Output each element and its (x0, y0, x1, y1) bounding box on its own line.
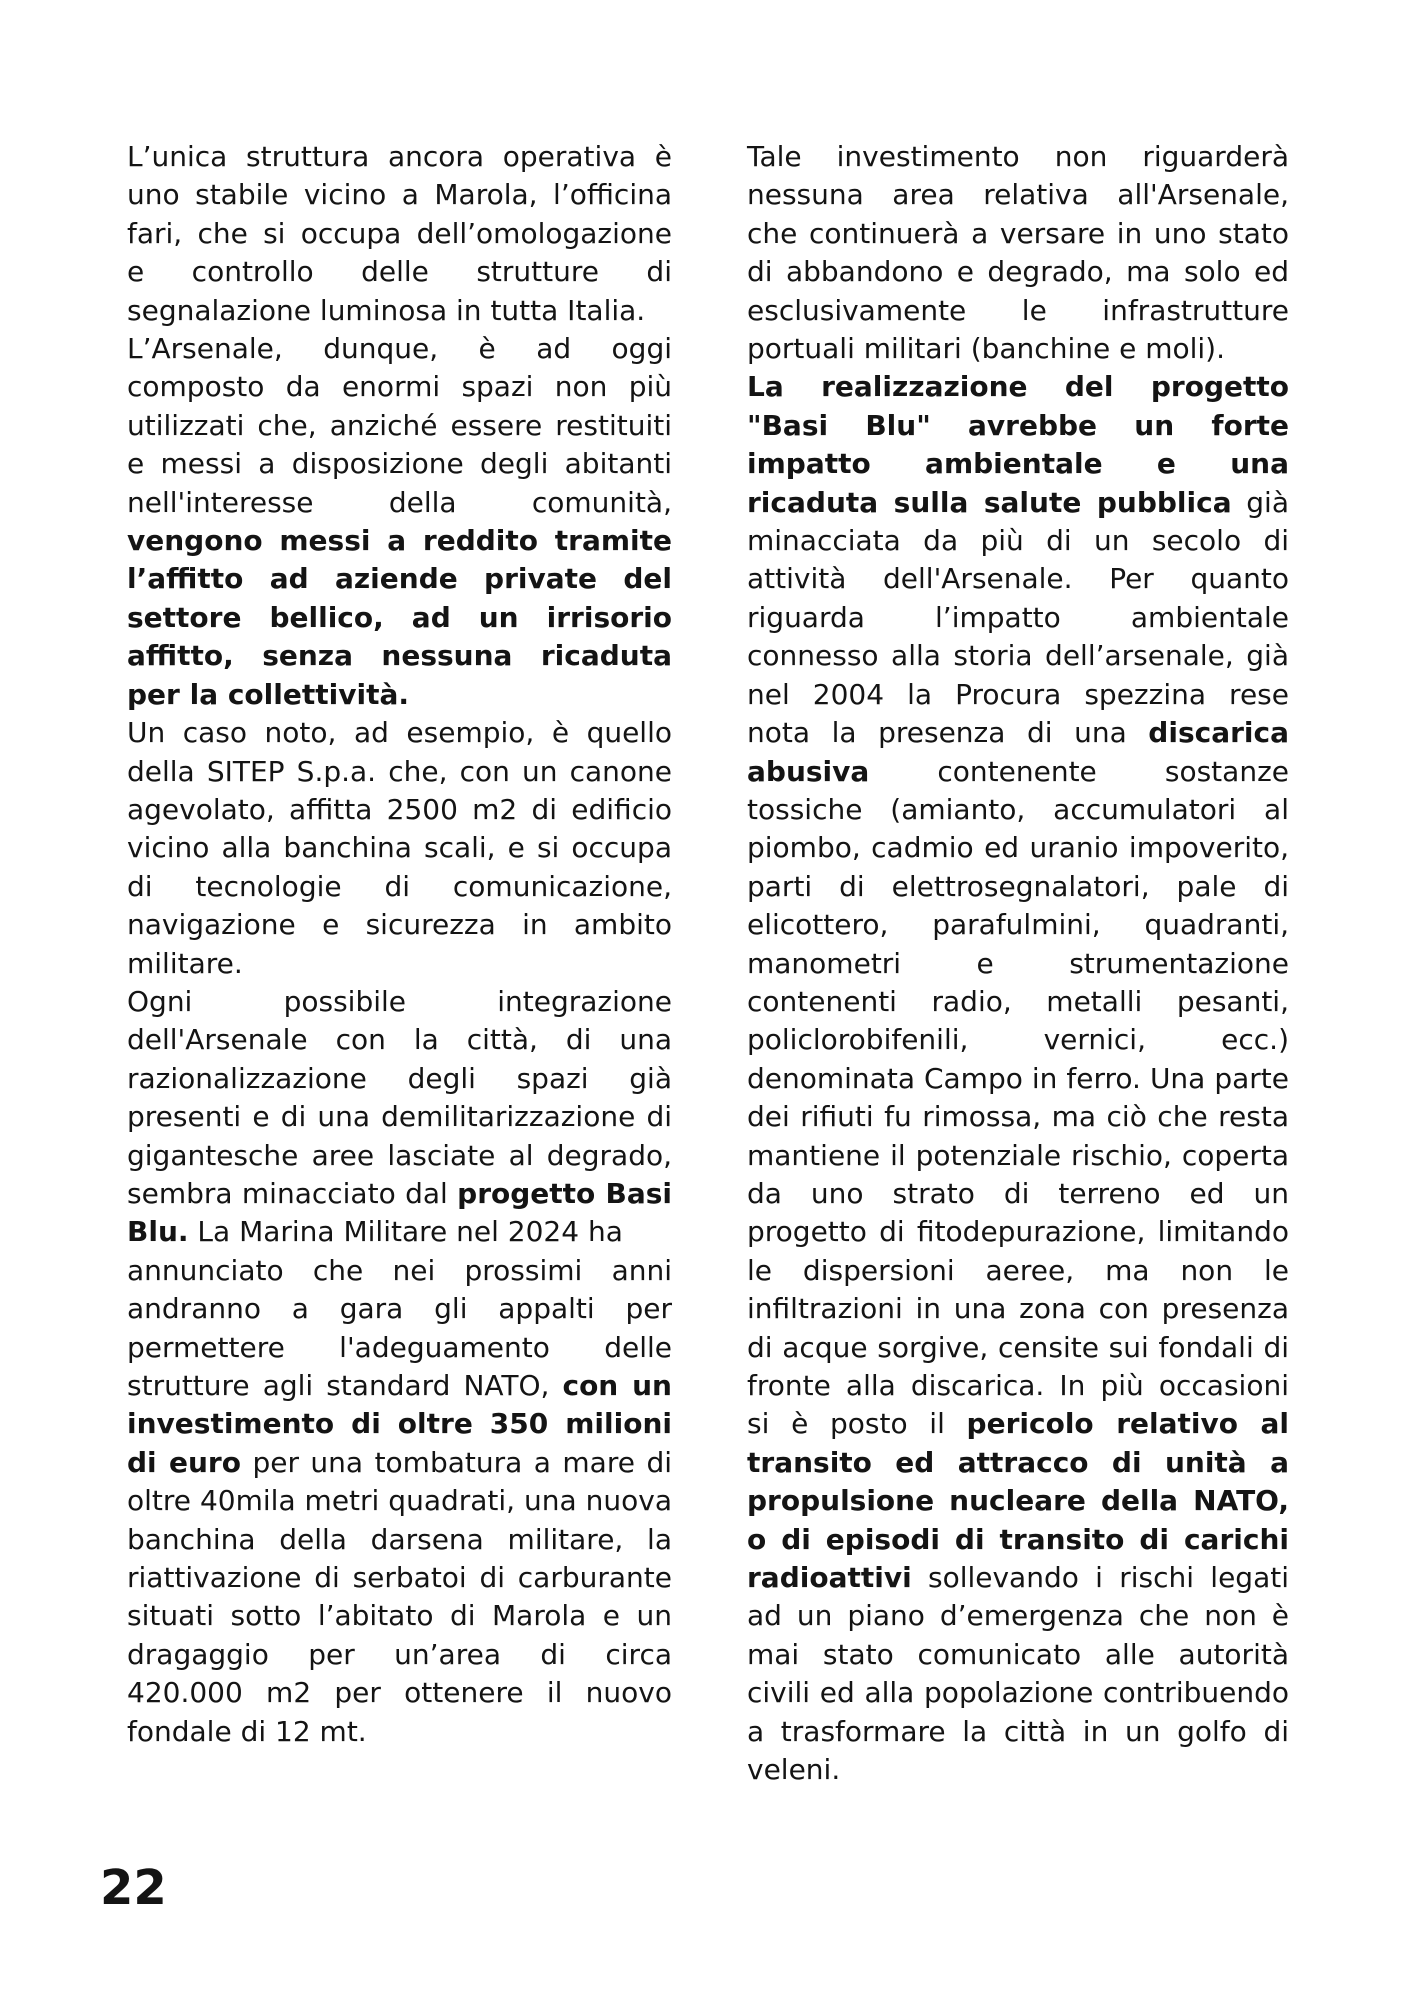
bold-text-run: discarica abusiva (747, 716, 1289, 788)
text-run: annunciato che nei prossimi anni andranno a gara gli appalti per permettere l'adeguamento delle strutture agli standard NATO, (127, 1253, 672, 1402)
paragraph (127, 138, 672, 330)
paragraph (747, 138, 1289, 368)
bold-text-run: con un investimento di oltre 350 milioni di euro (127, 1369, 672, 1479)
text-column-right (747, 138, 1289, 1789)
text-run: Tale investimento non riguarderà nessuna area relativa all'Arsenale, che continuerà a versare in uno stato di abbandono e degrado, ma solo ed esclusivamente le infrastrutture portuali militari (banchine e moli). (747, 140, 1289, 366)
text-run: La Marina Militare nel 2024 ha (188, 1215, 623, 1249)
text-run: per una tombatura a mare di oltre 40mila metri quadrati, una nuova banchina della darsena militare, la riattivazione di serbatoi di carburante situati sotto l’abitato di Marola e un dragaggio per un’area di circa 420.000 m2 per ottenere il nuovo fondale di 12 mt. (127, 1445, 673, 1748)
page-number: 22 (100, 1860, 167, 1916)
bold-text-run: La realizzazione del progetto "Basi Blu" avrebbe un forte impatto ambientale e una ricaduta sulla salute pubblica (747, 370, 1289, 519)
text-run: Ogni possibile integrazione dell'Arsenale con la città, di una razionalizzazione degli spazi già presenti e di una demilitarizzazione di gigantesche aree lasciate al degrado, sembra minacciato dal (127, 984, 672, 1210)
text-run: sollevando i rischi legati ad un piano d’emergenza che non è mai stato comunicato alle autorità civili ed alla popolazione contribuendo a trasformare la città in un golfo di veleni. (747, 1561, 1289, 1787)
text-run: Un caso noto, ad esempio, è quello della SITEP S.p.a. che, con un canone agevolato, affitta 2500 m2 di edificio vicino alla banchina scali, e si occupa di tecnologie di comunicazione, navigazione e sicurezza in ambito militare. (127, 716, 672, 980)
bold-text-run: progetto Basi Blu. (127, 1176, 672, 1249)
paragraph (127, 714, 672, 983)
text-run: contenente sostanze tossiche (amianto, accumulatori al piombo, cadmio ed uranio impoverito, parti di elettrosegnalatori, pale di elicottero, parafulmini, quadranti, manometri e strumentazione contenenti radio, metalli pesanti, policlorobifenili, vernici, ecc.) denominata Campo in ferro. Una parte dei rifiuti fu rimossa, ma ciò che resta mantiene il potenziale rischio, coperta da uno strato di terreno ed un progetto di fitodepurazione, limitando le dispersioni aeree, ma non le infiltrazioni in una zona con presenza di acque sorgive, censite sui fondali di fronte alla discarica. In più occasioni si è posto il (747, 754, 1289, 1441)
paragraph (747, 368, 1289, 1789)
text-column-left (127, 138, 672, 1751)
paragraph (127, 983, 672, 1751)
text-run: già minacciata da più di un secolo di attività dell'Arsenale. Per quanto riguarda l’impatto ambientale connesso alla storia dell’arsenale, già nel 2004 la Procura spezzina rese nota la presenza di una (747, 485, 1289, 750)
bold-text-run: vengono messi a reddito tramite l’affitto ad aziende private del settore bellico, ad un irrisorio affitto, senza nessuna ricaduta per la collettività. (127, 524, 672, 711)
text-run: L’Arsenale, dunque, è ad oggi composto da enormi spazi non più utilizzati che, anziché essere restituiti e messi a disposizione degli abitanti nell'interesse della comunità, (127, 332, 672, 519)
bold-text-run: pericolo relativo al transito ed attracco di unità a propulsione nucleare della NATO, o di episodi di transito di carichi radioattivi (747, 1407, 1289, 1595)
text-run: L’unica struttura ancora operativa è uno stabile vicino a Marola, l’officina fari, che si occupa dell’omologazione e controllo delle strutture di segnalazione luminosa in tutta Italia. (127, 140, 672, 327)
paragraph (127, 330, 672, 714)
